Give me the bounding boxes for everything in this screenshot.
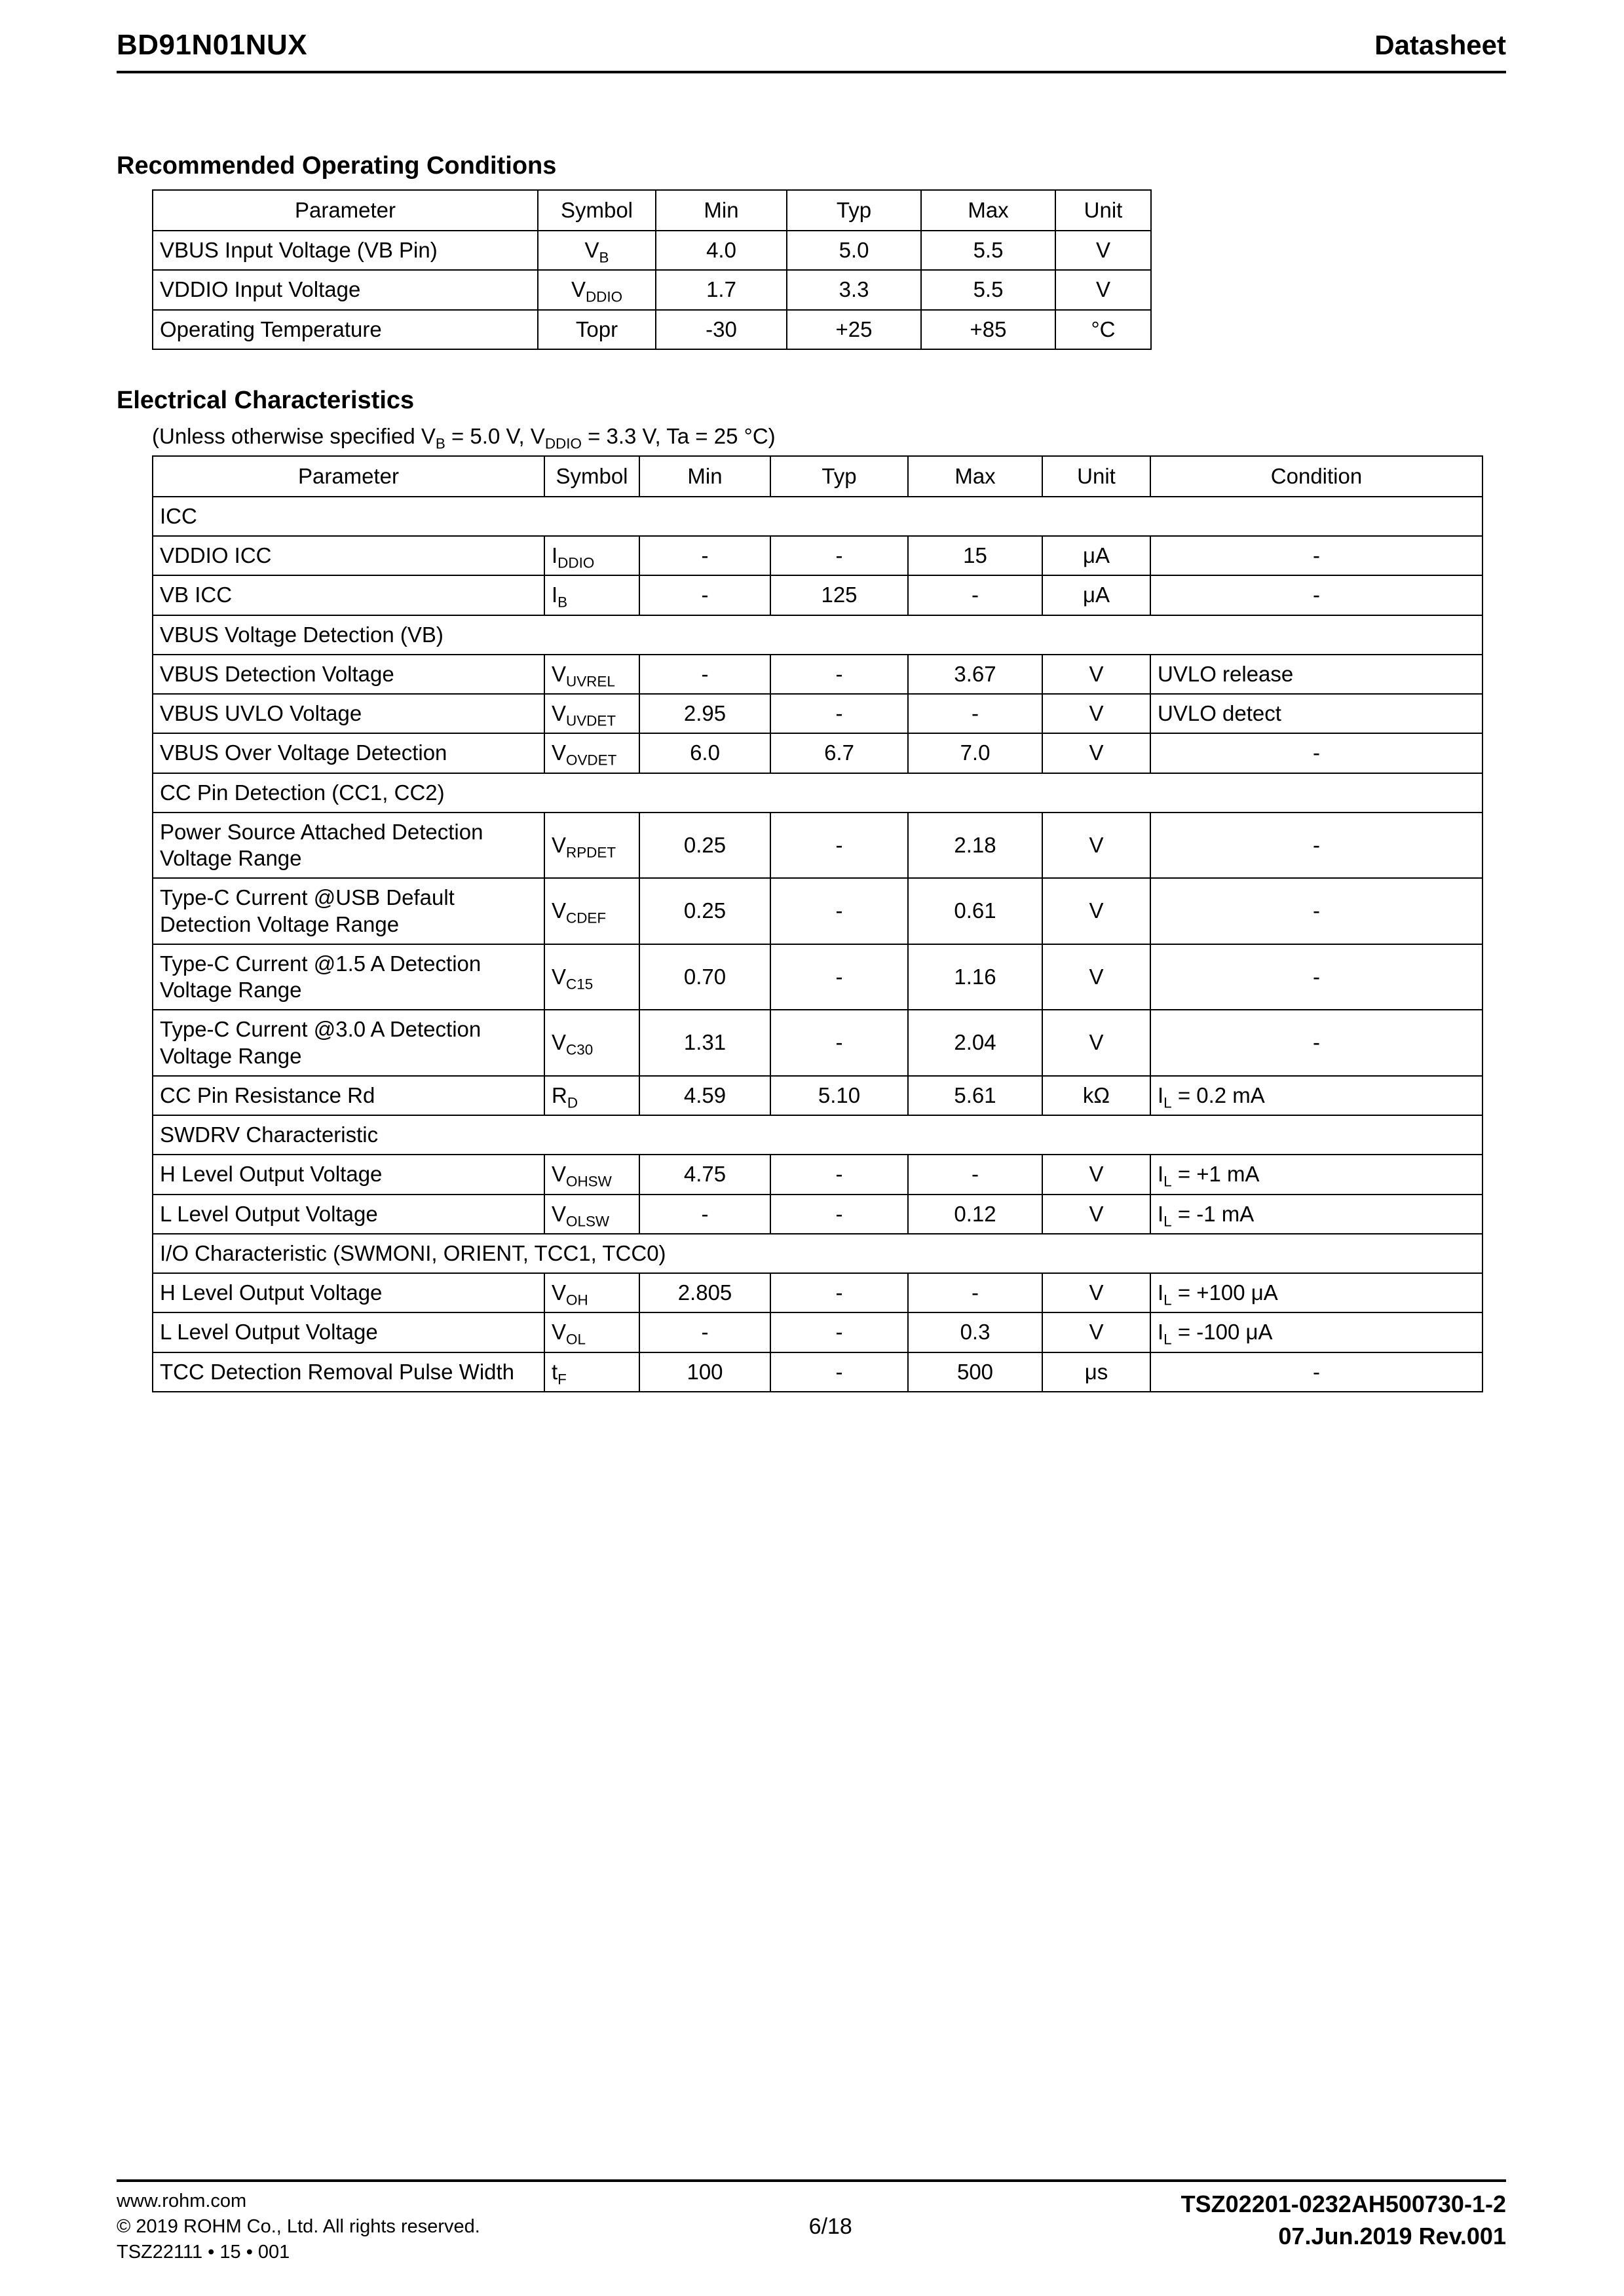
table-cell: 0.3 xyxy=(908,1312,1042,1352)
table-cell: μA xyxy=(1042,575,1150,615)
table-cell: 0.25 xyxy=(639,878,770,944)
group-label: ICC xyxy=(153,497,1482,536)
table-cell: $I_{DDIO}$ xyxy=(544,536,639,575)
table-cell: 1.7 xyxy=(656,270,787,309)
table-cell: 4.75 xyxy=(639,1155,770,1194)
table-cell: V xyxy=(1042,655,1150,694)
table-cell: CC Pin Resistance Rd xyxy=(153,1076,544,1115)
table-cell: +25 xyxy=(787,310,921,349)
page-header xyxy=(117,29,1506,62)
table-cell: 2.95 xyxy=(639,694,770,733)
table-cell: - xyxy=(770,655,908,694)
table-cell: V xyxy=(1055,231,1151,270)
table-cell: 3.3 xyxy=(787,270,921,309)
table-cell: UVLO detect xyxy=(1150,694,1482,733)
table-cell: Topr xyxy=(538,310,656,349)
table-row xyxy=(153,270,1151,309)
footer-left-block xyxy=(117,2189,480,2265)
group-label: VBUS Voltage Detection (VB) xyxy=(153,615,1482,655)
table-cell: $V_{RPDET}$ xyxy=(544,813,639,879)
table-cell: VB ICC xyxy=(153,575,544,615)
table-cell: - xyxy=(1150,878,1482,944)
table-cell: L Level Output Voltage xyxy=(153,1195,544,1234)
header-cell: Min xyxy=(656,190,787,231)
table-cell: $V_{OLSW}$ xyxy=(544,1195,639,1234)
table-cell: μs xyxy=(1042,1352,1150,1392)
table-row xyxy=(153,655,1482,694)
table-cell: - xyxy=(770,1010,908,1076)
table-cell: V xyxy=(1042,944,1150,1010)
table-cell: $V_{OVDET}$ xyxy=(544,733,639,773)
section-title-electrical-characteristics: Electrical Characteristics xyxy=(117,386,415,414)
table-cell: - xyxy=(770,694,908,733)
table-cell: $I_L = -100$ μA xyxy=(1150,1312,1482,1352)
header-rule xyxy=(117,71,1506,73)
page-footer xyxy=(117,2189,1506,2265)
table-cell: °C xyxy=(1055,310,1151,349)
table-row xyxy=(153,694,1482,733)
header-cell: Symbol xyxy=(538,190,656,231)
table-cell: - xyxy=(908,575,1042,615)
table-cell: VDDIO Input Voltage xyxy=(153,270,538,309)
table-row xyxy=(153,1010,1482,1076)
table-cell: H Level Output Voltage xyxy=(153,1273,544,1312)
table-cell: 125 xyxy=(770,575,908,615)
table-row xyxy=(153,1352,1482,1392)
table-cell: V xyxy=(1042,878,1150,944)
table-cell: Operating Temperature xyxy=(153,310,538,349)
table-cell: 4.59 xyxy=(639,1076,770,1115)
group-label: CC Pin Detection (CC1, CC2) xyxy=(153,773,1482,813)
table-cell: $V_{C30}$ xyxy=(544,1010,639,1076)
electrical-characteristics-note: (Unless otherwise specified $V_B = 5.0$ V, $V_{DDIO} = 3.3$ V, Ta = 25 °C) xyxy=(152,423,776,452)
footer-website: www.rohm.com xyxy=(117,2191,247,2211)
table-cell: - xyxy=(639,655,770,694)
recommended-operating-conditions-table xyxy=(152,189,1152,350)
group-row xyxy=(153,773,1482,813)
table-cell: - xyxy=(1150,813,1482,879)
table-cell: - xyxy=(770,878,908,944)
table-cell: VBUS UVLO Voltage xyxy=(153,694,544,733)
table-cell: 500 xyxy=(908,1352,1042,1392)
table-cell: $V_B$ xyxy=(538,231,656,270)
table-cell: 6.7 xyxy=(770,733,908,773)
table-cell: $I_L = +100$ μA xyxy=(1150,1273,1482,1312)
group-row xyxy=(153,1234,1482,1273)
table-cell: Power Source Attached Detection Voltage Range xyxy=(153,813,544,879)
table-header-row xyxy=(153,190,1151,231)
table-row xyxy=(153,878,1482,944)
group-row xyxy=(153,615,1482,655)
table-cell: $I_L = +1$ mA xyxy=(1150,1155,1482,1194)
table-row xyxy=(153,536,1482,575)
table-cell: $I_L = -1$ mA xyxy=(1150,1195,1482,1234)
page-number: 6/18 xyxy=(808,2214,852,2240)
footer-revision: 07.Jun.2019 Rev.001 xyxy=(1278,2222,1506,2249)
table-cell: - xyxy=(639,536,770,575)
table-row xyxy=(153,575,1482,615)
table-cell: - xyxy=(908,694,1042,733)
table-cell: H Level Output Voltage xyxy=(153,1155,544,1194)
table-cell: 0.70 xyxy=(639,944,770,1010)
doc-type-label: Datasheet xyxy=(1374,29,1506,60)
table-cell: V xyxy=(1055,270,1151,309)
table-cell: - xyxy=(639,1195,770,1234)
footer-doc-number: TSZ22111 • 15 • 001 xyxy=(117,2242,290,2263)
table-cell: 7.0 xyxy=(908,733,1042,773)
footer-right-block xyxy=(1181,2189,1506,2265)
table-cell: $V_{CDEF}$ xyxy=(544,878,639,944)
footer-copyright: © 2019 ROHM Co., Ltd. All rights reserved. xyxy=(117,2216,480,2238)
part-number: BD91N01NUX xyxy=(117,29,308,61)
table-cell: VBUS Over Voltage Detection xyxy=(153,733,544,773)
table-cell: 5.5 xyxy=(921,270,1055,309)
table-cell: 6.0 xyxy=(639,733,770,773)
table-cell: 2.18 xyxy=(908,813,1042,879)
table-cell: - xyxy=(1150,733,1482,773)
table-cell: $t_F$ xyxy=(544,1352,639,1392)
table-row xyxy=(153,310,1151,349)
table-cell: - xyxy=(770,813,908,879)
table-cell: 100 xyxy=(639,1352,770,1392)
table-cell: 0.61 xyxy=(908,878,1042,944)
table-cell: $V_{OH}$ xyxy=(544,1273,639,1312)
table-cell: V xyxy=(1042,813,1150,879)
table-row xyxy=(153,1076,1482,1115)
table-cell: 15 xyxy=(908,536,1042,575)
table-cell: - xyxy=(770,1352,908,1392)
table-cell: μA xyxy=(1042,536,1150,575)
table-cell: 4.0 xyxy=(656,231,787,270)
table-cell: $I_B$ xyxy=(544,575,639,615)
table-cell: - xyxy=(770,1312,908,1352)
table-cell: 2.04 xyxy=(908,1010,1042,1076)
header-cell: Condition xyxy=(1150,456,1482,497)
table-cell: 5.5 xyxy=(921,231,1055,270)
table-row xyxy=(153,1195,1482,1234)
table-cell: - xyxy=(770,944,908,1010)
table-cell: - xyxy=(639,1312,770,1352)
table-cell: 0.12 xyxy=(908,1195,1042,1234)
table-cell: VBUS Detection Voltage xyxy=(153,655,544,694)
header-cell: Typ xyxy=(770,456,908,497)
table-cell: Type-C Current @1.5 A Detection Voltage Range xyxy=(153,944,544,1010)
table-cell: - xyxy=(770,536,908,575)
table-cell: UVLO release xyxy=(1150,655,1482,694)
table-cell: 5.61 xyxy=(908,1076,1042,1115)
table-row xyxy=(153,231,1151,270)
header-cell: Parameter xyxy=(153,190,538,231)
table-row xyxy=(153,944,1482,1010)
group-row xyxy=(153,1115,1482,1155)
header-cell: Max xyxy=(921,190,1055,231)
footer-rule xyxy=(117,2179,1506,2182)
table-header-row xyxy=(153,456,1482,497)
table-cell: - xyxy=(770,1273,908,1312)
table-cell: 2.805 xyxy=(639,1273,770,1312)
table-cell: - xyxy=(1150,575,1482,615)
table-cell: V xyxy=(1042,1010,1150,1076)
table-cell: Type-C Current @3.0 A Detection Voltage Range xyxy=(153,1010,544,1076)
table-cell: TCC Detection Removal Pulse Width xyxy=(153,1352,544,1392)
header-cell: Parameter xyxy=(153,456,544,497)
table-cell: Type-C Current @USB Default Detection Voltage Range xyxy=(153,878,544,944)
table-cell: $V_{C15}$ xyxy=(544,944,639,1010)
table-cell: 5.0 xyxy=(787,231,921,270)
group-label: SWDRV Characteristic xyxy=(153,1115,1482,1155)
table-cell: +85 xyxy=(921,310,1055,349)
table-cell: - xyxy=(1150,536,1482,575)
table-cell: - xyxy=(908,1155,1042,1194)
table-cell: - xyxy=(770,1155,908,1194)
table-cell: 1.16 xyxy=(908,944,1042,1010)
electrical-characteristics-table xyxy=(152,455,1483,1392)
table-cell: - xyxy=(908,1273,1042,1312)
page-content xyxy=(117,152,1506,1392)
table-cell: 1.31 xyxy=(639,1010,770,1076)
table-row xyxy=(153,1273,1482,1312)
table-cell: V xyxy=(1042,733,1150,773)
table-cell: $V_{UVDET}$ xyxy=(544,694,639,733)
table-cell: L Level Output Voltage xyxy=(153,1312,544,1352)
table-cell: $V_{OHSW}$ xyxy=(544,1155,639,1194)
table-cell: VBUS Input Voltage (VB Pin) xyxy=(153,231,538,270)
table-cell: $V_{DDIO}$ xyxy=(538,270,656,309)
table-row xyxy=(153,733,1482,773)
table-cell: V xyxy=(1042,1312,1150,1352)
table-cell: V xyxy=(1042,1155,1150,1194)
section-title-recommended-operating-conditions: Recommended Operating Conditions xyxy=(117,152,557,180)
header-cell: Max xyxy=(908,456,1042,497)
table-row xyxy=(153,813,1482,879)
table-cell: - xyxy=(770,1195,908,1234)
group-label: I/O Characteristic (SWMONI, ORIENT, TCC1, TCC0) xyxy=(153,1234,1482,1273)
table-row xyxy=(153,1155,1482,1194)
table-cell: $V_{UVREL}$ xyxy=(544,655,639,694)
header-cell: Unit xyxy=(1055,190,1151,231)
header-cell: Unit xyxy=(1042,456,1150,497)
table-cell: - xyxy=(1150,1010,1482,1076)
table-cell: -30 xyxy=(656,310,787,349)
table-cell: $V_{OL}$ xyxy=(544,1312,639,1352)
header-cell: Min xyxy=(639,456,770,497)
table-row xyxy=(153,1312,1482,1352)
table-cell: $I_L = 0.2$ mA xyxy=(1150,1076,1482,1115)
table-cell: - xyxy=(1150,944,1482,1010)
table-cell: V xyxy=(1042,694,1150,733)
header-cell: Typ xyxy=(787,190,921,231)
table-cell: 0.25 xyxy=(639,813,770,879)
table-cell: 3.67 xyxy=(908,655,1042,694)
table-cell: - xyxy=(1150,1352,1482,1392)
table-cell: V xyxy=(1042,1195,1150,1234)
table-cell: $R_D$ xyxy=(544,1076,639,1115)
table-cell: V xyxy=(1042,1273,1150,1312)
table-cell: VDDIO ICC xyxy=(153,536,544,575)
table-cell: kΩ xyxy=(1042,1076,1150,1115)
header-cell: Symbol xyxy=(544,456,639,497)
table-cell: - xyxy=(639,575,770,615)
group-row xyxy=(153,497,1482,536)
table-cell: 5.10 xyxy=(770,1076,908,1115)
footer-doc-code: TSZ02201-0232AH500730-1-2 xyxy=(1180,2191,1506,2217)
